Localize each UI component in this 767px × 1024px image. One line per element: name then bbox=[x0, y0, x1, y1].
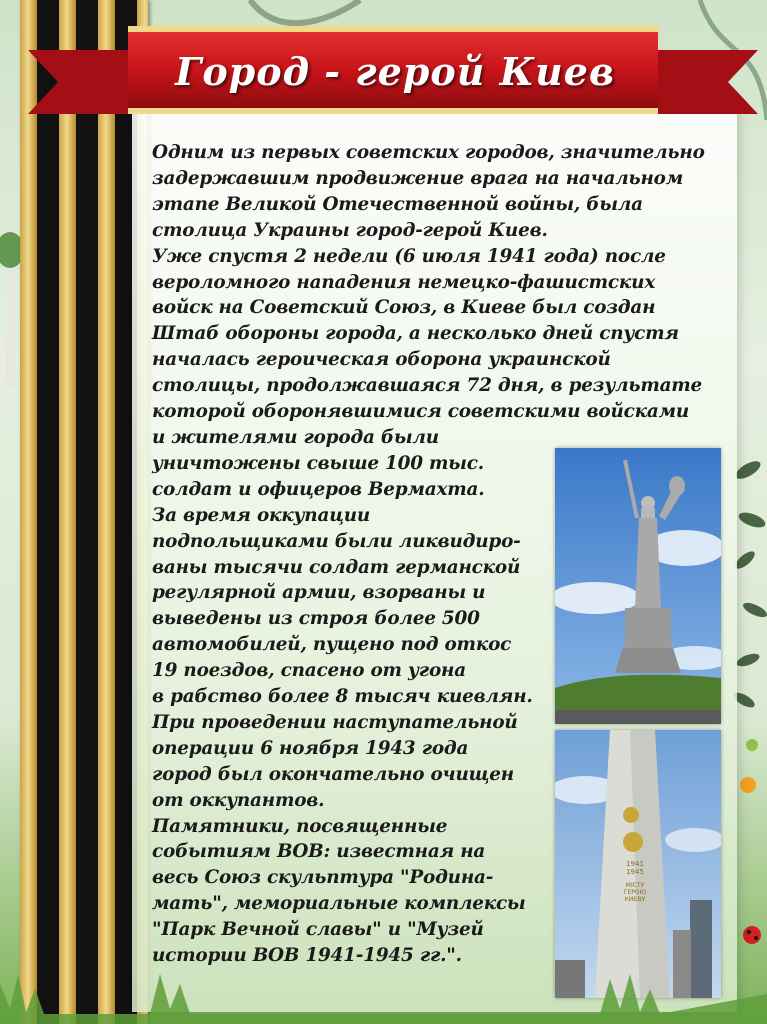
body-line: и жителями города были bbox=[152, 426, 439, 448]
body-line: выведены из строя более 500 bbox=[152, 608, 480, 630]
st-george-ribbon bbox=[20, 0, 148, 1024]
body-line: "Парк Вечной славы" и "Музей bbox=[152, 919, 484, 941]
body-line: началась героическая оборона украинской bbox=[152, 349, 611, 371]
body-line: операции 6 ноября 1943 года bbox=[152, 737, 469, 759]
body-line: этапе Великой Отечественной войны, была bbox=[152, 193, 643, 215]
body-line: мать", мемориальные комплексы bbox=[152, 893, 526, 915]
body-line: город был окончательно очищен bbox=[152, 763, 515, 785]
body-line: вероломного нападения немецко-фашистских bbox=[152, 271, 656, 293]
body-line: ваны тысячи солдат германской bbox=[152, 556, 521, 578]
grass-decoration bbox=[0, 954, 767, 1024]
body-line: в рабство более 8 тысяч киевлян. bbox=[152, 686, 533, 708]
body-line: истории ВОВ 1941-1945 гг.". bbox=[152, 945, 462, 967]
body-line: солдат и офицеров Вермахта. bbox=[152, 478, 485, 500]
body-line: За время оккупации bbox=[152, 504, 371, 526]
body-line: войск на Советский Союз, в Киеве был создан bbox=[152, 297, 656, 319]
motherland-monument-photo bbox=[555, 448, 721, 724]
body-line: Одним из первых советских городов, значительно bbox=[152, 142, 705, 163]
body-line: уничтожены свыше 100 тыс. bbox=[152, 452, 485, 474]
body-line: задержавшим продвижение врага на начальном bbox=[152, 167, 684, 189]
obelisk-years: 1941 1945 bbox=[626, 860, 644, 876]
body-line: регулярной армии, взорваны и bbox=[152, 582, 486, 604]
body-line: от оккупантов. bbox=[152, 789, 325, 811]
body-line: подпольщиками были ликвидиро- bbox=[152, 530, 521, 552]
body-line: столицы, продолжавшаяся 72 дня, в результате bbox=[152, 375, 703, 397]
body-line: которой оборонявшимися советскими войсками bbox=[152, 401, 690, 423]
body-line: Памятники, посвященные bbox=[152, 815, 448, 837]
body-line: Уже спустя 2 недели (6 июля 1941 года) после bbox=[152, 245, 666, 267]
body-line: событиям ВОВ: известная на bbox=[152, 841, 486, 863]
body-line: При проведении наступательной bbox=[152, 711, 518, 733]
page-title: Город - герой Киев bbox=[175, 48, 615, 94]
body-line: 19 поездов, спасено от угона bbox=[152, 660, 466, 682]
body-line: столица Украины город-герой Киев. bbox=[152, 219, 548, 241]
body-line: автомобилей, пущено под откос bbox=[152, 634, 512, 656]
obelisk-text: МІСТУ ГЕРОЮ КИЄВУ bbox=[623, 882, 647, 903]
body-line: Штаб обороны города, а несколько дней спустя bbox=[152, 323, 679, 345]
body-line: весь Союз скульптура "Родина- bbox=[152, 867, 494, 889]
